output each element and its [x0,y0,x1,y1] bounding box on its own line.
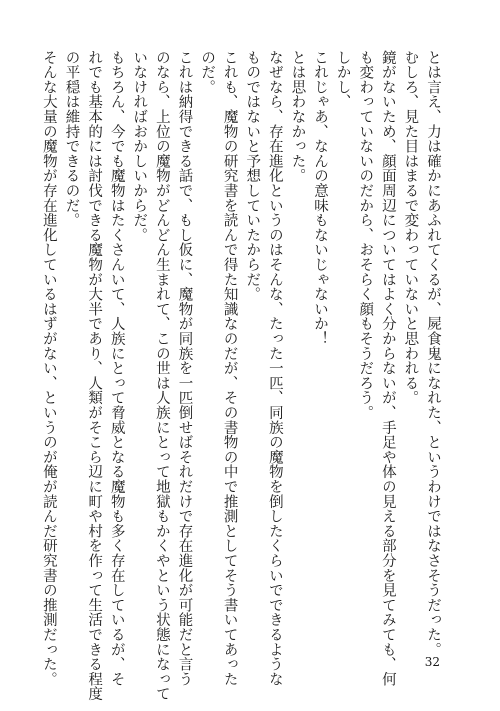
text-line: のなら、上位の魔物がどんどん生まれて、この世は人族にとって地獄もかくやという状態になって [153,50,170,702]
text-line: れでも基本的には討伐できる魔物が大半であり、人類がそこら辺に町や村を作って生活できる程度 [86,50,103,702]
text-line: の平穏は維持できるのだ。 [63,50,80,228]
text-line: とは言え、力は確かにあふれてくるが、屍食鬼になれた、というわけではなさそうだった。 [425,50,441,657]
text-line: いなければおかしいからだ。 [131,50,148,243]
text-line: 鏡がないため、顔面周辺についてはよく分からないが、手足や体の見える部分を見てみても、何 [379,50,396,687]
text-line: これは納得できる話で、もし仮に、魔物が同族を一匹倒せばそれだけで存在進化が可能だと言う [176,50,193,687]
text-line: も変わっていないのだから、おそらく顔もそうだろう。 [357,50,374,420]
text-line: ものではないと予想していたからだ。 [244,50,261,302]
text-line: もちろん、今でも魔物はたくさんいて、人族にとって脅威となる魔物も多く存在しているが、そ [108,50,125,687]
text-line: とは思わなかった。 [289,50,306,184]
text-line: なぜなら、存在進化というのはそんな、たった一匹、同族の魔物を倒したくらいでできるような [266,50,283,687]
text-line: むしろ、見た目はまるで変わっていないと思われる。 [402,50,419,406]
text-line: しかし、 [334,50,351,110]
text-line: これも、魔物の研究書を読んで得た知識なのだが、その書物の中で推測としてそう書いてあった [221,50,238,687]
page-number: 32 [424,655,440,669]
text-line: そんな大量の魔物が存在進化しているはずがない、というのが俺が読んだ研究書の推測だった。 [40,50,57,687]
text-line: これじゃあ、なんの意味もないじゃないか！ [312,50,329,346]
text-line: のだ。 [199,50,216,95]
